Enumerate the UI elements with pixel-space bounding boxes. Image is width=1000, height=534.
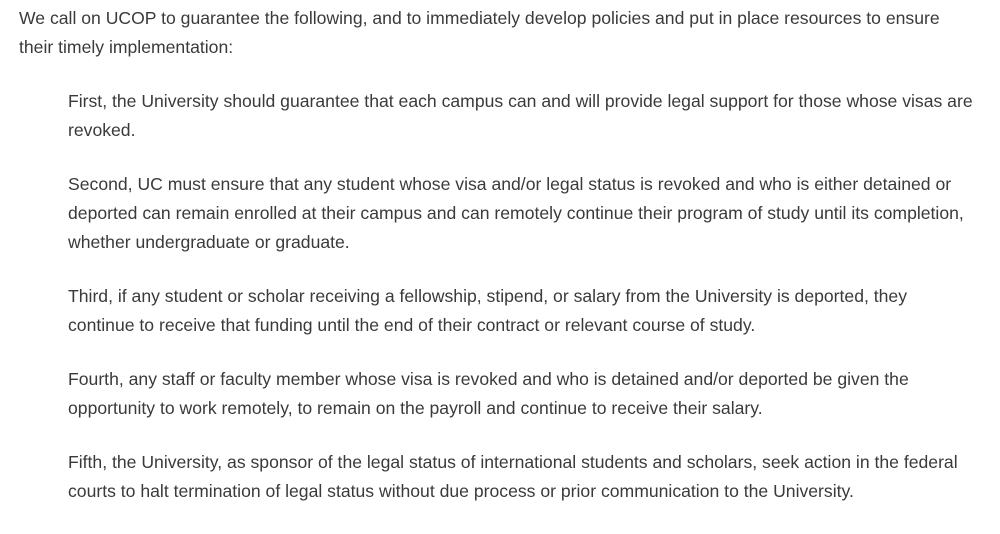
- demand-fourth: Fourth, any staff or faculty member whose visa is revoked and who is detained and/or deported be given the opportunity to work remotely, to remain on the payroll and continue to receive their salary.: [68, 369, 909, 418]
- demands-list: [68, 87, 1000, 506]
- demand-third: Third, if any student or scholar receiving a fellowship, stipend, or salary from the University is deported, they continue to receive that funding until the end of their contract or relevant course of study.: [68, 286, 908, 335]
- demand-second: Second, UC must ensure that any student whose visa and/or legal status is revoked and who is either detained or deported can remain enrolled at their campus and can remotely continue their program of study until its completion, whether undergraduate or graduate.: [68, 174, 964, 252]
- demand-first: First, the University should guarantee that each campus can and will provide legal support for those whose visas are revoked.: [68, 91, 973, 140]
- intro-paragraph: We call on UCOP to guarantee the following, and to immediately develop policies and put in place resources to ensure their timely implementation:: [19, 8, 940, 57]
- demand-fifth: Fifth, the University, as sponsor of the legal status of international students and scholars, seek action in the federal courts to halt termination of legal status without due process or prior communication to the University.: [68, 452, 958, 501]
